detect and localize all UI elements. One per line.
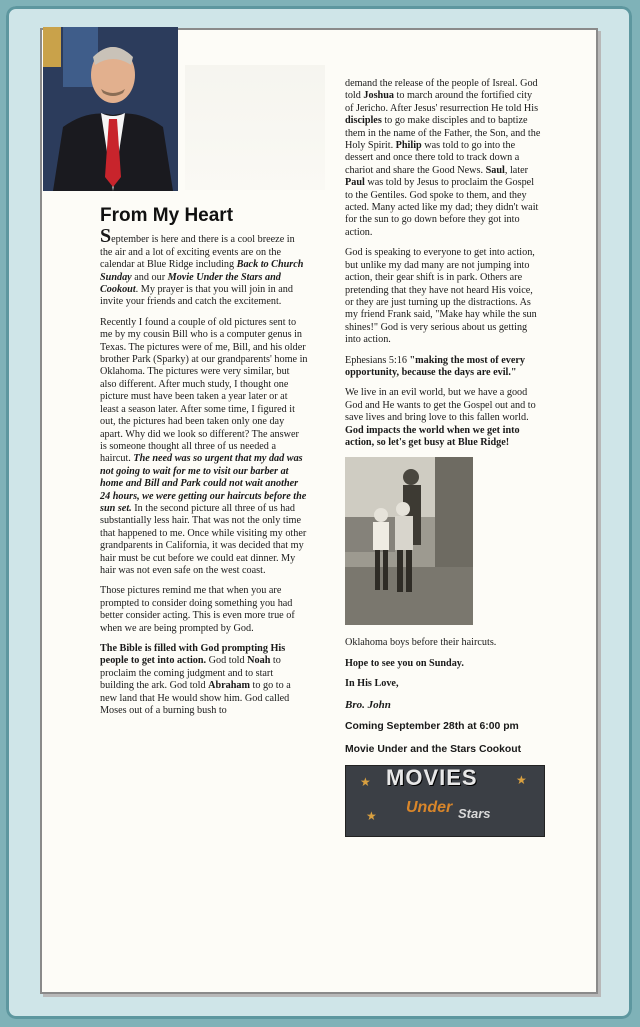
name-joshua: Joshua: [363, 90, 394, 102]
event-name: Movie Under and the Stars Cookout: [345, 744, 522, 755]
emphasis-text: The Bible is filled with God prompting His people to get into action.: [100, 643, 286, 667]
column-right: [345, 78, 541, 837]
logo-stars-text: Stars: [458, 806, 491, 821]
name-philip: Philip: [395, 140, 422, 152]
scripture-reference: Ephesians 5:16: [345, 354, 410, 366]
name-abraham: Abraham: [208, 680, 250, 692]
paragraph-prompted: Those pictures remind me that when you are prompted to consider doing something you had better consider acting. This is even more true of when we are being prompted by God.: [100, 585, 295, 634]
paragraph-intro: [100, 225, 308, 308]
text: Recently I found a couple of old pictures sent to me by my cousin Bill who is a computer genus in Texas. The pictures were of me, Bill, and his older brother Park (Sparky) at our grandparents' home in Oklahoma. The pictures were very similar, but also different. After much study, I thought one picture must have been taken a year later or at least a season later. After some time, I figured it out, the pictures had been taken only one day apart. Why did we look so different? The answer is someone thought all three of us needed a haircut.: [100, 316, 308, 465]
text: demand the release of the people of Isreal. God told: [345, 78, 538, 102]
name-paul: Paul: [345, 177, 365, 189]
photo-caption: Oklahoma boys before their haircuts.: [345, 637, 497, 649]
paragraph-pictures: [100, 317, 308, 578]
name-saul: Saul: [485, 164, 505, 176]
text: was told by Jesus to proclaim the Gospel to the Gentiles. God spoke to them, and they acted. Many acted like my dad; they didn't wait for the sun to go down before they got into action.: [345, 177, 539, 238]
logo-under-text: Under: [406, 799, 453, 816]
closing-hope: Hope to see you on Sunday.: [345, 657, 464, 669]
text: eptember is here and there is a cool breeze in the air and a lot of exciting events are on the calendar at Blue Ridge including: [100, 234, 295, 271]
scripture-quote: "making the most of every opportunity, because the days are evil.": [345, 354, 525, 378]
event-movie-under-stars: Movie Under the Stars and Cookout: [100, 271, 281, 296]
text: . My prayer is that you will join in and invite your friends and catch the excitement.: [100, 284, 293, 308]
paragraph-scripture: [345, 355, 541, 380]
text: We live in an evil world, but we have a good God and He wants to get the Gospel out and to save lives and bring love to this fallen world.: [345, 387, 536, 424]
signature: Bro. John: [345, 698, 391, 711]
paragraph-examples: [345, 78, 541, 239]
pastor-portrait-photo: [43, 27, 178, 191]
text: God told: [206, 655, 248, 667]
text: In the second picture all three of us had substantially less hair. That was not the only time that happened to me. Once while visiting my other grandparents in California, it was decided that my hair must be cut before we could eat dinner. My hair was not even safe on the west coast.: [100, 502, 307, 576]
text: and our: [131, 271, 168, 283]
star-icon: ★: [360, 775, 371, 789]
paragraph-bible: [100, 643, 308, 717]
star-icon: ★: [516, 773, 527, 787]
star-icon: ★: [366, 809, 377, 823]
old-family-photo: [345, 457, 473, 625]
logo-movies-text: MOVIES: [386, 765, 478, 790]
emphasis-text: God impacts the world when we get into action, so let's get busy at Blue Ridge!: [345, 424, 520, 448]
column-left: [100, 205, 308, 725]
text: to go make disciples and to baptize them in the name of the Father, the Son, and the Holy Spirit.: [345, 115, 541, 152]
name-noah: Noah: [247, 655, 271, 667]
text: , later: [504, 164, 529, 176]
name-disciples: disciples: [345, 115, 382, 127]
closing-love: In His Love,: [345, 678, 399, 690]
paragraph-speaking: God is speaking to everyone to get into action, but unlike my dad many are not jumping into action, their gear shift is in park. Others are pretending that they have not heard His voice, or they are just turning up the distractions. As my friend Frank said, "Make hay while the sun shines!" God is very serious about us getting into action.: [345, 247, 537, 346]
article-title: From My Heart: [100, 205, 234, 226]
movies-under-stars-logo: [345, 765, 545, 837]
event-date: Coming September 28th at 6:00 pm: [345, 721, 519, 732]
event-back-to-church: Back to Church Sunday: [100, 259, 304, 283]
text: to proclaim the coming judgment and to start building the ark. God told: [100, 655, 281, 692]
drop-cap: S: [100, 225, 112, 248]
emphasis-text: The need was so urgent that my dad was not going to wait for me to visit our barber at home and Bill and Park could not wait another 24 hours, we were getting our haircuts before the sun set.: [100, 453, 307, 514]
text: was told to go into the dessert and once there told to track down a chariot and share the Good News.: [345, 140, 520, 176]
paragraph-closing: [345, 387, 541, 449]
faded-background-area: [185, 65, 325, 190]
text: to march around the fortified city of Jericho. After Jesus' resurrection He told His: [345, 90, 539, 114]
text: to go to a new land that He would show him. God called Moses out of a burning bush to: [100, 680, 291, 717]
